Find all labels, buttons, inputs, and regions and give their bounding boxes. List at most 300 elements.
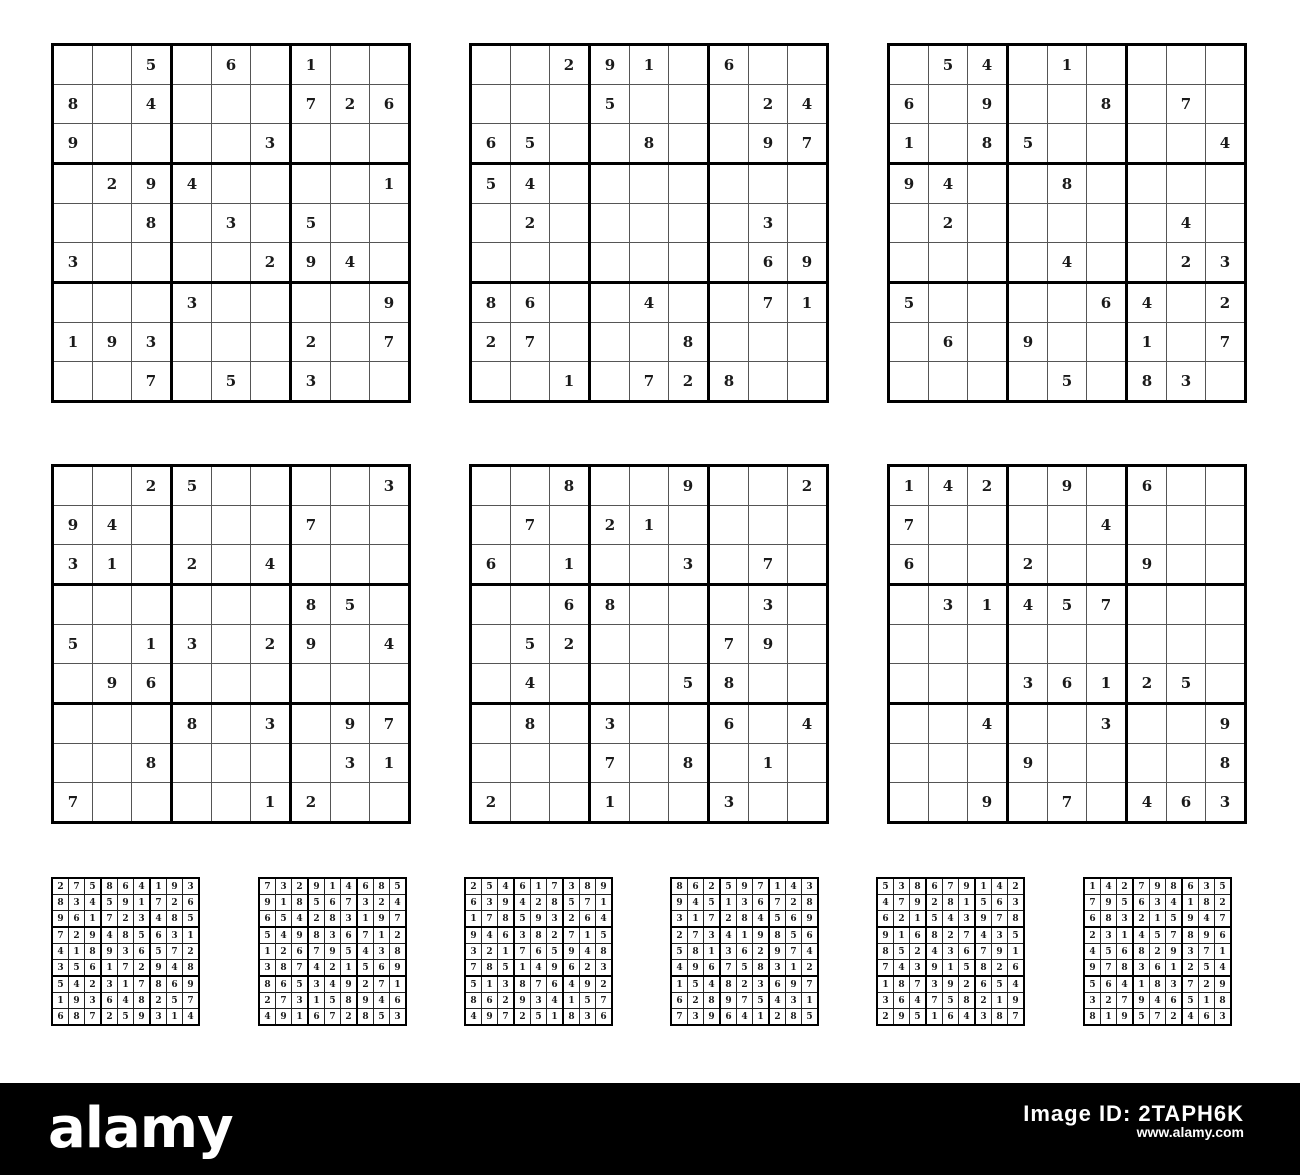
empty-cell[interactable] xyxy=(172,124,212,164)
empty-cell[interactable] xyxy=(1167,585,1206,625)
empty-cell[interactable] xyxy=(1048,124,1087,164)
empty-cell[interactable] xyxy=(709,243,749,283)
empty-cell[interactable] xyxy=(1167,704,1206,744)
empty-cell[interactable] xyxy=(93,362,132,402)
empty-cell[interactable] xyxy=(1206,85,1246,124)
empty-cell[interactable] xyxy=(889,625,929,664)
empty-cell[interactable] xyxy=(1127,585,1167,625)
empty-cell[interactable] xyxy=(590,362,630,402)
empty-cell[interactable] xyxy=(929,783,968,823)
empty-cell[interactable] xyxy=(709,85,749,124)
empty-cell[interactable] xyxy=(1008,466,1048,506)
empty-cell[interactable] xyxy=(1008,164,1048,204)
empty-cell[interactable] xyxy=(1048,625,1087,664)
empty-cell[interactable] xyxy=(630,466,669,506)
empty-cell[interactable] xyxy=(1048,323,1087,362)
empty-cell[interactable] xyxy=(53,362,93,402)
empty-cell[interactable] xyxy=(929,85,968,124)
empty-cell[interactable] xyxy=(511,466,550,506)
empty-cell[interactable] xyxy=(251,45,291,85)
empty-cell[interactable] xyxy=(291,164,331,204)
empty-cell[interactable] xyxy=(212,664,251,704)
empty-cell[interactable] xyxy=(1167,164,1206,204)
empty-cell[interactable] xyxy=(709,323,749,362)
empty-cell[interactable] xyxy=(788,323,828,362)
empty-cell[interactable] xyxy=(53,744,93,783)
empty-cell[interactable] xyxy=(291,124,331,164)
empty-cell[interactable] xyxy=(53,204,93,243)
empty-cell[interactable] xyxy=(788,585,828,625)
empty-cell[interactable] xyxy=(889,45,929,85)
empty-cell[interactable] xyxy=(1206,545,1246,585)
empty-cell[interactable] xyxy=(889,362,929,402)
empty-cell[interactable] xyxy=(1127,744,1167,783)
empty-cell[interactable] xyxy=(212,585,251,625)
empty-cell[interactable] xyxy=(749,704,788,744)
empty-cell[interactable] xyxy=(669,164,709,204)
empty-cell[interactable] xyxy=(669,783,709,823)
empty-cell[interactable] xyxy=(212,545,251,585)
empty-cell[interactable] xyxy=(590,164,630,204)
empty-cell[interactable] xyxy=(1167,124,1206,164)
empty-cell[interactable] xyxy=(550,744,590,783)
empty-cell[interactable] xyxy=(590,124,630,164)
empty-cell[interactable] xyxy=(889,704,929,744)
empty-cell[interactable] xyxy=(1206,362,1246,402)
empty-cell[interactable] xyxy=(212,466,251,506)
empty-cell[interactable] xyxy=(1048,283,1087,323)
empty-cell[interactable] xyxy=(1008,243,1048,283)
empty-cell[interactable] xyxy=(172,243,212,283)
empty-cell[interactable] xyxy=(1167,744,1206,783)
empty-cell[interactable] xyxy=(132,585,172,625)
empty-cell[interactable] xyxy=(669,625,709,664)
empty-cell[interactable] xyxy=(1008,704,1048,744)
empty-cell[interactable] xyxy=(331,783,370,823)
empty-cell[interactable] xyxy=(630,243,669,283)
empty-cell[interactable] xyxy=(132,124,172,164)
empty-cell[interactable] xyxy=(749,45,788,85)
empty-cell[interactable] xyxy=(669,506,709,545)
empty-cell[interactable] xyxy=(93,124,132,164)
empty-cell[interactable] xyxy=(788,744,828,783)
empty-cell[interactable] xyxy=(550,85,590,124)
empty-cell[interactable] xyxy=(929,545,968,585)
empty-cell[interactable] xyxy=(172,85,212,124)
empty-cell[interactable] xyxy=(550,243,590,283)
empty-cell[interactable] xyxy=(1087,466,1127,506)
empty-cell[interactable] xyxy=(709,585,749,625)
empty-cell[interactable] xyxy=(929,625,968,664)
empty-cell[interactable] xyxy=(968,545,1008,585)
empty-cell[interactable] xyxy=(370,783,410,823)
empty-cell[interactable] xyxy=(212,704,251,744)
empty-cell[interactable] xyxy=(590,204,630,243)
empty-cell[interactable] xyxy=(212,243,251,283)
empty-cell[interactable] xyxy=(471,625,511,664)
empty-cell[interactable] xyxy=(53,45,93,85)
empty-cell[interactable] xyxy=(1167,506,1206,545)
empty-cell[interactable] xyxy=(590,323,630,362)
empty-cell[interactable] xyxy=(370,45,410,85)
empty-cell[interactable] xyxy=(370,124,410,164)
empty-cell[interactable] xyxy=(1048,85,1087,124)
empty-cell[interactable] xyxy=(93,204,132,243)
empty-cell[interactable] xyxy=(331,124,370,164)
empty-cell[interactable] xyxy=(968,164,1008,204)
empty-cell[interactable] xyxy=(590,545,630,585)
empty-cell[interactable] xyxy=(331,204,370,243)
empty-cell[interactable] xyxy=(550,283,590,323)
empty-cell[interactable] xyxy=(709,164,749,204)
empty-cell[interactable] xyxy=(212,625,251,664)
empty-cell[interactable] xyxy=(630,704,669,744)
empty-cell[interactable] xyxy=(1087,204,1127,243)
empty-cell[interactable] xyxy=(630,323,669,362)
empty-cell[interactable] xyxy=(1167,545,1206,585)
empty-cell[interactable] xyxy=(93,85,132,124)
empty-cell[interactable] xyxy=(590,283,630,323)
empty-cell[interactable] xyxy=(251,664,291,704)
empty-cell[interactable] xyxy=(132,283,172,323)
empty-cell[interactable] xyxy=(1008,362,1048,402)
empty-cell[interactable] xyxy=(1087,243,1127,283)
empty-cell[interactable] xyxy=(929,124,968,164)
empty-cell[interactable] xyxy=(172,664,212,704)
empty-cell[interactable] xyxy=(550,783,590,823)
empty-cell[interactable] xyxy=(669,124,709,164)
empty-cell[interactable] xyxy=(929,243,968,283)
empty-cell[interactable] xyxy=(669,283,709,323)
empty-cell[interactable] xyxy=(1206,585,1246,625)
empty-cell[interactable] xyxy=(172,45,212,85)
empty-cell[interactable] xyxy=(1127,625,1167,664)
empty-cell[interactable] xyxy=(550,164,590,204)
empty-cell[interactable] xyxy=(1008,85,1048,124)
empty-cell[interactable] xyxy=(1087,362,1127,402)
empty-cell[interactable] xyxy=(511,744,550,783)
empty-cell[interactable] xyxy=(788,164,828,204)
empty-cell[interactable] xyxy=(1008,283,1048,323)
empty-cell[interactable] xyxy=(471,204,511,243)
empty-cell[interactable] xyxy=(53,664,93,704)
empty-cell[interactable] xyxy=(669,45,709,85)
empty-cell[interactable] xyxy=(291,466,331,506)
empty-cell[interactable] xyxy=(1167,45,1206,85)
empty-cell[interactable] xyxy=(331,466,370,506)
empty-cell[interactable] xyxy=(471,466,511,506)
empty-cell[interactable] xyxy=(889,744,929,783)
empty-cell[interactable] xyxy=(251,506,291,545)
empty-cell[interactable] xyxy=(630,783,669,823)
empty-cell[interactable] xyxy=(1127,164,1167,204)
empty-cell[interactable] xyxy=(968,744,1008,783)
empty-cell[interactable] xyxy=(251,283,291,323)
empty-cell[interactable] xyxy=(93,744,132,783)
empty-cell[interactable] xyxy=(53,704,93,744)
empty-cell[interactable] xyxy=(370,585,410,625)
empty-cell[interactable] xyxy=(132,243,172,283)
empty-cell[interactable] xyxy=(291,744,331,783)
empty-cell[interactable] xyxy=(53,164,93,204)
empty-cell[interactable] xyxy=(590,625,630,664)
empty-cell[interactable] xyxy=(172,204,212,243)
empty-cell[interactable] xyxy=(471,664,511,704)
empty-cell[interactable] xyxy=(331,545,370,585)
empty-cell[interactable] xyxy=(251,744,291,783)
empty-cell[interactable] xyxy=(212,783,251,823)
empty-cell[interactable] xyxy=(132,545,172,585)
empty-cell[interactable] xyxy=(53,466,93,506)
empty-cell[interactable] xyxy=(550,323,590,362)
empty-cell[interactable] xyxy=(1206,45,1246,85)
empty-cell[interactable] xyxy=(370,362,410,402)
empty-cell[interactable] xyxy=(331,506,370,545)
empty-cell[interactable] xyxy=(788,362,828,402)
empty-cell[interactable] xyxy=(709,744,749,783)
empty-cell[interactable] xyxy=(511,45,550,85)
empty-cell[interactable] xyxy=(212,323,251,362)
empty-cell[interactable] xyxy=(749,164,788,204)
empty-cell[interactable] xyxy=(370,204,410,243)
empty-cell[interactable] xyxy=(53,585,93,625)
empty-cell[interactable] xyxy=(93,704,132,744)
empty-cell[interactable] xyxy=(709,283,749,323)
empty-cell[interactable] xyxy=(929,506,968,545)
empty-cell[interactable] xyxy=(53,283,93,323)
empty-cell[interactable] xyxy=(1167,323,1206,362)
empty-cell[interactable] xyxy=(968,323,1008,362)
empty-cell[interactable] xyxy=(132,783,172,823)
empty-cell[interactable] xyxy=(968,283,1008,323)
empty-cell[interactable] xyxy=(590,664,630,704)
empty-cell[interactable] xyxy=(550,124,590,164)
empty-cell[interactable] xyxy=(709,204,749,243)
empty-cell[interactable] xyxy=(1048,704,1087,744)
empty-cell[interactable] xyxy=(251,164,291,204)
empty-cell[interactable] xyxy=(212,744,251,783)
empty-cell[interactable] xyxy=(749,323,788,362)
empty-cell[interactable] xyxy=(132,506,172,545)
empty-cell[interactable] xyxy=(1206,164,1246,204)
empty-cell[interactable] xyxy=(251,85,291,124)
empty-cell[interactable] xyxy=(709,466,749,506)
empty-cell[interactable] xyxy=(630,204,669,243)
empty-cell[interactable] xyxy=(709,545,749,585)
empty-cell[interactable] xyxy=(1087,545,1127,585)
empty-cell[interactable] xyxy=(889,664,929,704)
empty-cell[interactable] xyxy=(968,204,1008,243)
empty-cell[interactable] xyxy=(291,283,331,323)
empty-cell[interactable] xyxy=(630,164,669,204)
empty-cell[interactable] xyxy=(93,283,132,323)
empty-cell[interactable] xyxy=(212,124,251,164)
empty-cell[interactable] xyxy=(929,704,968,744)
empty-cell[interactable] xyxy=(669,204,709,243)
empty-cell[interactable] xyxy=(889,204,929,243)
empty-cell[interactable] xyxy=(749,506,788,545)
empty-cell[interactable] xyxy=(471,506,511,545)
empty-cell[interactable] xyxy=(471,704,511,744)
empty-cell[interactable] xyxy=(93,45,132,85)
empty-cell[interactable] xyxy=(331,625,370,664)
empty-cell[interactable] xyxy=(1048,545,1087,585)
empty-cell[interactable] xyxy=(291,664,331,704)
empty-cell[interactable] xyxy=(1127,506,1167,545)
empty-cell[interactable] xyxy=(471,45,511,85)
empty-cell[interactable] xyxy=(1206,506,1246,545)
empty-cell[interactable] xyxy=(1127,85,1167,124)
empty-cell[interactable] xyxy=(511,243,550,283)
empty-cell[interactable] xyxy=(788,204,828,243)
empty-cell[interactable] xyxy=(1127,124,1167,164)
empty-cell[interactable] xyxy=(511,783,550,823)
empty-cell[interactable] xyxy=(370,545,410,585)
empty-cell[interactable] xyxy=(788,625,828,664)
empty-cell[interactable] xyxy=(788,545,828,585)
empty-cell[interactable] xyxy=(929,664,968,704)
empty-cell[interactable] xyxy=(550,204,590,243)
empty-cell[interactable] xyxy=(1206,204,1246,243)
empty-cell[interactable] xyxy=(968,243,1008,283)
empty-cell[interactable] xyxy=(471,744,511,783)
empty-cell[interactable] xyxy=(550,506,590,545)
empty-cell[interactable] xyxy=(1127,45,1167,85)
empty-cell[interactable] xyxy=(331,283,370,323)
empty-cell[interactable] xyxy=(630,585,669,625)
empty-cell[interactable] xyxy=(172,323,212,362)
empty-cell[interactable] xyxy=(788,45,828,85)
empty-cell[interactable] xyxy=(929,283,968,323)
empty-cell[interactable] xyxy=(471,243,511,283)
empty-cell[interactable] xyxy=(370,243,410,283)
empty-cell[interactable] xyxy=(630,744,669,783)
empty-cell[interactable] xyxy=(630,85,669,124)
empty-cell[interactable] xyxy=(212,283,251,323)
empty-cell[interactable] xyxy=(590,243,630,283)
empty-cell[interactable] xyxy=(251,585,291,625)
empty-cell[interactable] xyxy=(93,243,132,283)
empty-cell[interactable] xyxy=(331,45,370,85)
empty-cell[interactable] xyxy=(630,625,669,664)
empty-cell[interactable] xyxy=(1087,323,1127,362)
empty-cell[interactable] xyxy=(1008,625,1048,664)
empty-cell[interactable] xyxy=(749,664,788,704)
empty-cell[interactable] xyxy=(1008,506,1048,545)
empty-cell[interactable] xyxy=(1048,204,1087,243)
empty-cell[interactable] xyxy=(251,466,291,506)
empty-cell[interactable] xyxy=(251,323,291,362)
empty-cell[interactable] xyxy=(749,362,788,402)
empty-cell[interactable] xyxy=(669,704,709,744)
empty-cell[interactable] xyxy=(1087,744,1127,783)
empty-cell[interactable] xyxy=(291,704,331,744)
empty-cell[interactable] xyxy=(370,506,410,545)
empty-cell[interactable] xyxy=(172,585,212,625)
empty-cell[interactable] xyxy=(172,744,212,783)
empty-cell[interactable] xyxy=(291,545,331,585)
empty-cell[interactable] xyxy=(251,362,291,402)
empty-cell[interactable] xyxy=(1167,625,1206,664)
empty-cell[interactable] xyxy=(929,744,968,783)
empty-cell[interactable] xyxy=(788,783,828,823)
empty-cell[interactable] xyxy=(370,664,410,704)
empty-cell[interactable] xyxy=(93,783,132,823)
empty-cell[interactable] xyxy=(471,85,511,124)
empty-cell[interactable] xyxy=(471,585,511,625)
empty-cell[interactable] xyxy=(93,466,132,506)
empty-cell[interactable] xyxy=(132,704,172,744)
empty-cell[interactable] xyxy=(93,625,132,664)
empty-cell[interactable] xyxy=(709,506,749,545)
empty-cell[interactable] xyxy=(968,625,1008,664)
empty-cell[interactable] xyxy=(1048,744,1087,783)
empty-cell[interactable] xyxy=(630,664,669,704)
empty-cell[interactable] xyxy=(172,783,212,823)
empty-cell[interactable] xyxy=(172,506,212,545)
empty-cell[interactable] xyxy=(1087,783,1127,823)
empty-cell[interactable] xyxy=(889,585,929,625)
empty-cell[interactable] xyxy=(1008,45,1048,85)
empty-cell[interactable] xyxy=(1048,506,1087,545)
empty-cell[interactable] xyxy=(630,545,669,585)
empty-cell[interactable] xyxy=(1167,283,1206,323)
empty-cell[interactable] xyxy=(889,323,929,362)
empty-cell[interactable] xyxy=(212,85,251,124)
empty-cell[interactable] xyxy=(1087,45,1127,85)
empty-cell[interactable] xyxy=(1127,243,1167,283)
empty-cell[interactable] xyxy=(251,204,291,243)
empty-cell[interactable] xyxy=(471,362,511,402)
empty-cell[interactable] xyxy=(1087,164,1127,204)
empty-cell[interactable] xyxy=(212,506,251,545)
empty-cell[interactable] xyxy=(550,664,590,704)
empty-cell[interactable] xyxy=(1206,466,1246,506)
empty-cell[interactable] xyxy=(788,506,828,545)
empty-cell[interactable] xyxy=(212,164,251,204)
empty-cell[interactable] xyxy=(331,362,370,402)
empty-cell[interactable] xyxy=(889,243,929,283)
empty-cell[interactable] xyxy=(1127,704,1167,744)
empty-cell[interactable] xyxy=(1127,204,1167,243)
empty-cell[interactable] xyxy=(669,243,709,283)
empty-cell[interactable] xyxy=(1206,664,1246,704)
empty-cell[interactable] xyxy=(929,362,968,402)
empty-cell[interactable] xyxy=(1087,625,1127,664)
empty-cell[interactable] xyxy=(1008,204,1048,243)
empty-cell[interactable] xyxy=(331,664,370,704)
empty-cell[interactable] xyxy=(968,664,1008,704)
empty-cell[interactable] xyxy=(1206,625,1246,664)
empty-cell[interactable] xyxy=(1008,783,1048,823)
empty-cell[interactable] xyxy=(1087,124,1127,164)
empty-cell[interactable] xyxy=(1167,466,1206,506)
empty-cell[interactable] xyxy=(709,124,749,164)
empty-cell[interactable] xyxy=(331,323,370,362)
empty-cell[interactable] xyxy=(889,783,929,823)
empty-cell[interactable] xyxy=(669,585,709,625)
empty-cell[interactable] xyxy=(968,506,1008,545)
empty-cell[interactable] xyxy=(749,783,788,823)
empty-cell[interactable] xyxy=(590,466,630,506)
empty-cell[interactable] xyxy=(511,545,550,585)
empty-cell[interactable] xyxy=(331,164,370,204)
empty-cell[interactable] xyxy=(550,704,590,744)
empty-cell[interactable] xyxy=(669,85,709,124)
empty-cell[interactable] xyxy=(788,664,828,704)
empty-cell[interactable] xyxy=(511,362,550,402)
empty-cell[interactable] xyxy=(749,466,788,506)
